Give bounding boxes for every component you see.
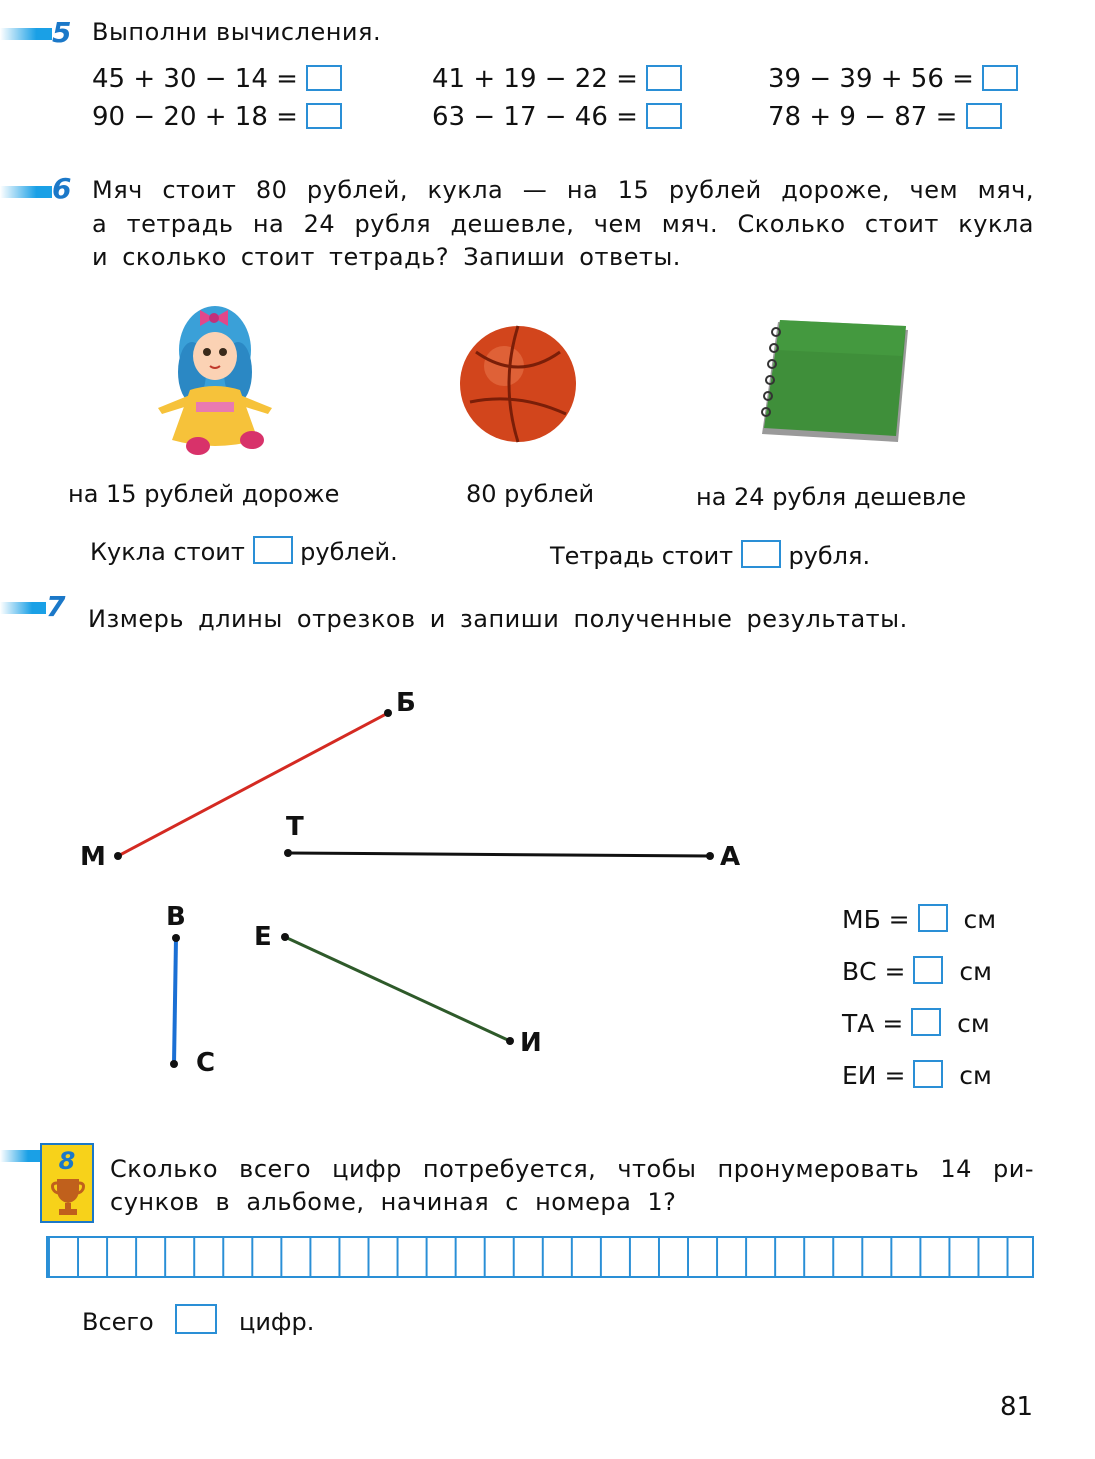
answer-box[interactable]: [306, 65, 342, 91]
digit-grid[interactable]: [46, 1236, 1034, 1278]
point-m: [114, 852, 122, 860]
task-number: 7: [46, 590, 66, 623]
point-label-v: В: [166, 902, 186, 932]
point-s: [170, 1060, 178, 1068]
doll-answer-line: Кукла стоит рублей.: [90, 538, 398, 566]
trophy-badge: [40, 1143, 94, 1223]
point-label-i: И: [520, 1028, 542, 1058]
notebook-illustration: [752, 316, 912, 446]
ball-caption: 80 рублей: [466, 480, 595, 508]
answer-box[interactable]: [966, 103, 1002, 129]
answer-box[interactable]: [646, 65, 682, 91]
point-a: [706, 852, 714, 860]
expression: 90 − 20 + 18 =: [92, 102, 342, 132]
answer-vs: ВС = см: [842, 957, 992, 986]
answer-box[interactable]: [306, 103, 342, 129]
task-title: Измерь длины отрезков и запиши полученные результаты.: [88, 605, 908, 633]
segment-mb: [118, 713, 388, 856]
point-label-s: С: [196, 1048, 216, 1078]
point-label-b: Б: [396, 688, 416, 718]
point-e: [281, 933, 289, 941]
total-answer-line: Всего цифр.: [82, 1304, 314, 1336]
notebook-price-box[interactable]: [741, 540, 781, 568]
point-v: [172, 934, 180, 942]
answer-box[interactable]: [646, 103, 682, 129]
task-number: 5: [52, 16, 72, 49]
task-marker-bar: [0, 602, 46, 614]
notebook-caption: на 24 рубля дешевле: [696, 483, 967, 511]
length-box[interactable]: [911, 1008, 941, 1036]
task-marker-bar: [0, 1150, 40, 1162]
expression: 45 + 30 − 14 =: [92, 64, 342, 94]
segments-figure: [0, 680, 760, 1080]
point-b: [384, 709, 392, 717]
trophy-icon: [51, 1177, 85, 1217]
point-label-m: М: [80, 842, 106, 872]
ball-illustration: [456, 322, 580, 446]
doll-caption: на 15 рублей дороже: [68, 480, 340, 508]
point-label-e: Е: [254, 922, 272, 952]
notebook-answer-line: Тетрадь стоит рубля.: [550, 542, 871, 570]
task-number: 6: [52, 172, 72, 205]
expression: 78 + 9 − 87 =: [768, 102, 1002, 132]
segment-ei: [285, 937, 510, 1041]
point-label-a: А: [720, 842, 741, 872]
task-text-line: а тетрадь на 24 рубля дешевле, чем мяч. Сколько стоит кукла: [92, 210, 1034, 238]
answer-ei: ЕИ = см: [842, 1061, 992, 1090]
doll-illustration: [140, 290, 290, 460]
segment-vs: [174, 938, 176, 1064]
task-text-line: сунков в альбоме, начиная с номера 1?: [110, 1188, 677, 1216]
expression: 41 + 19 − 22 =: [432, 64, 682, 94]
point-i: [506, 1037, 514, 1045]
task-marker-bar: [0, 28, 52, 40]
task-marker-bar: [0, 186, 52, 198]
answer-box[interactable]: [982, 65, 1018, 91]
total-digits-box[interactable]: [175, 1304, 217, 1334]
task-text-line: и сколько стоит тетрадь? Запиши ответы.: [92, 243, 681, 271]
task-number: 8: [58, 1147, 76, 1175]
expression: 39 − 39 + 56 =: [768, 64, 1018, 94]
expression: 63 − 17 − 46 =: [432, 102, 682, 132]
segment-ta: [288, 853, 710, 856]
doll-price-box[interactable]: [253, 536, 293, 564]
length-box[interactable]: [913, 956, 943, 984]
task-text-line: Мяч стоит 80 рублей, кукла — на 15 рублей дороже, чем мяч,: [92, 176, 1034, 204]
page-number: 81: [1000, 1392, 1034, 1422]
length-box[interactable]: [918, 904, 948, 932]
answer-mb: МБ = см: [842, 905, 997, 934]
length-box[interactable]: [913, 1060, 943, 1088]
point-t: [284, 849, 292, 857]
task-title: Выполни вычисления.: [92, 18, 382, 46]
answer-ta: ТА = см: [842, 1009, 990, 1038]
task-text-line: Сколько всего цифр потребуется, чтобы пронумеровать 14 ри-: [110, 1155, 1034, 1183]
point-label-t: Т: [286, 812, 304, 842]
